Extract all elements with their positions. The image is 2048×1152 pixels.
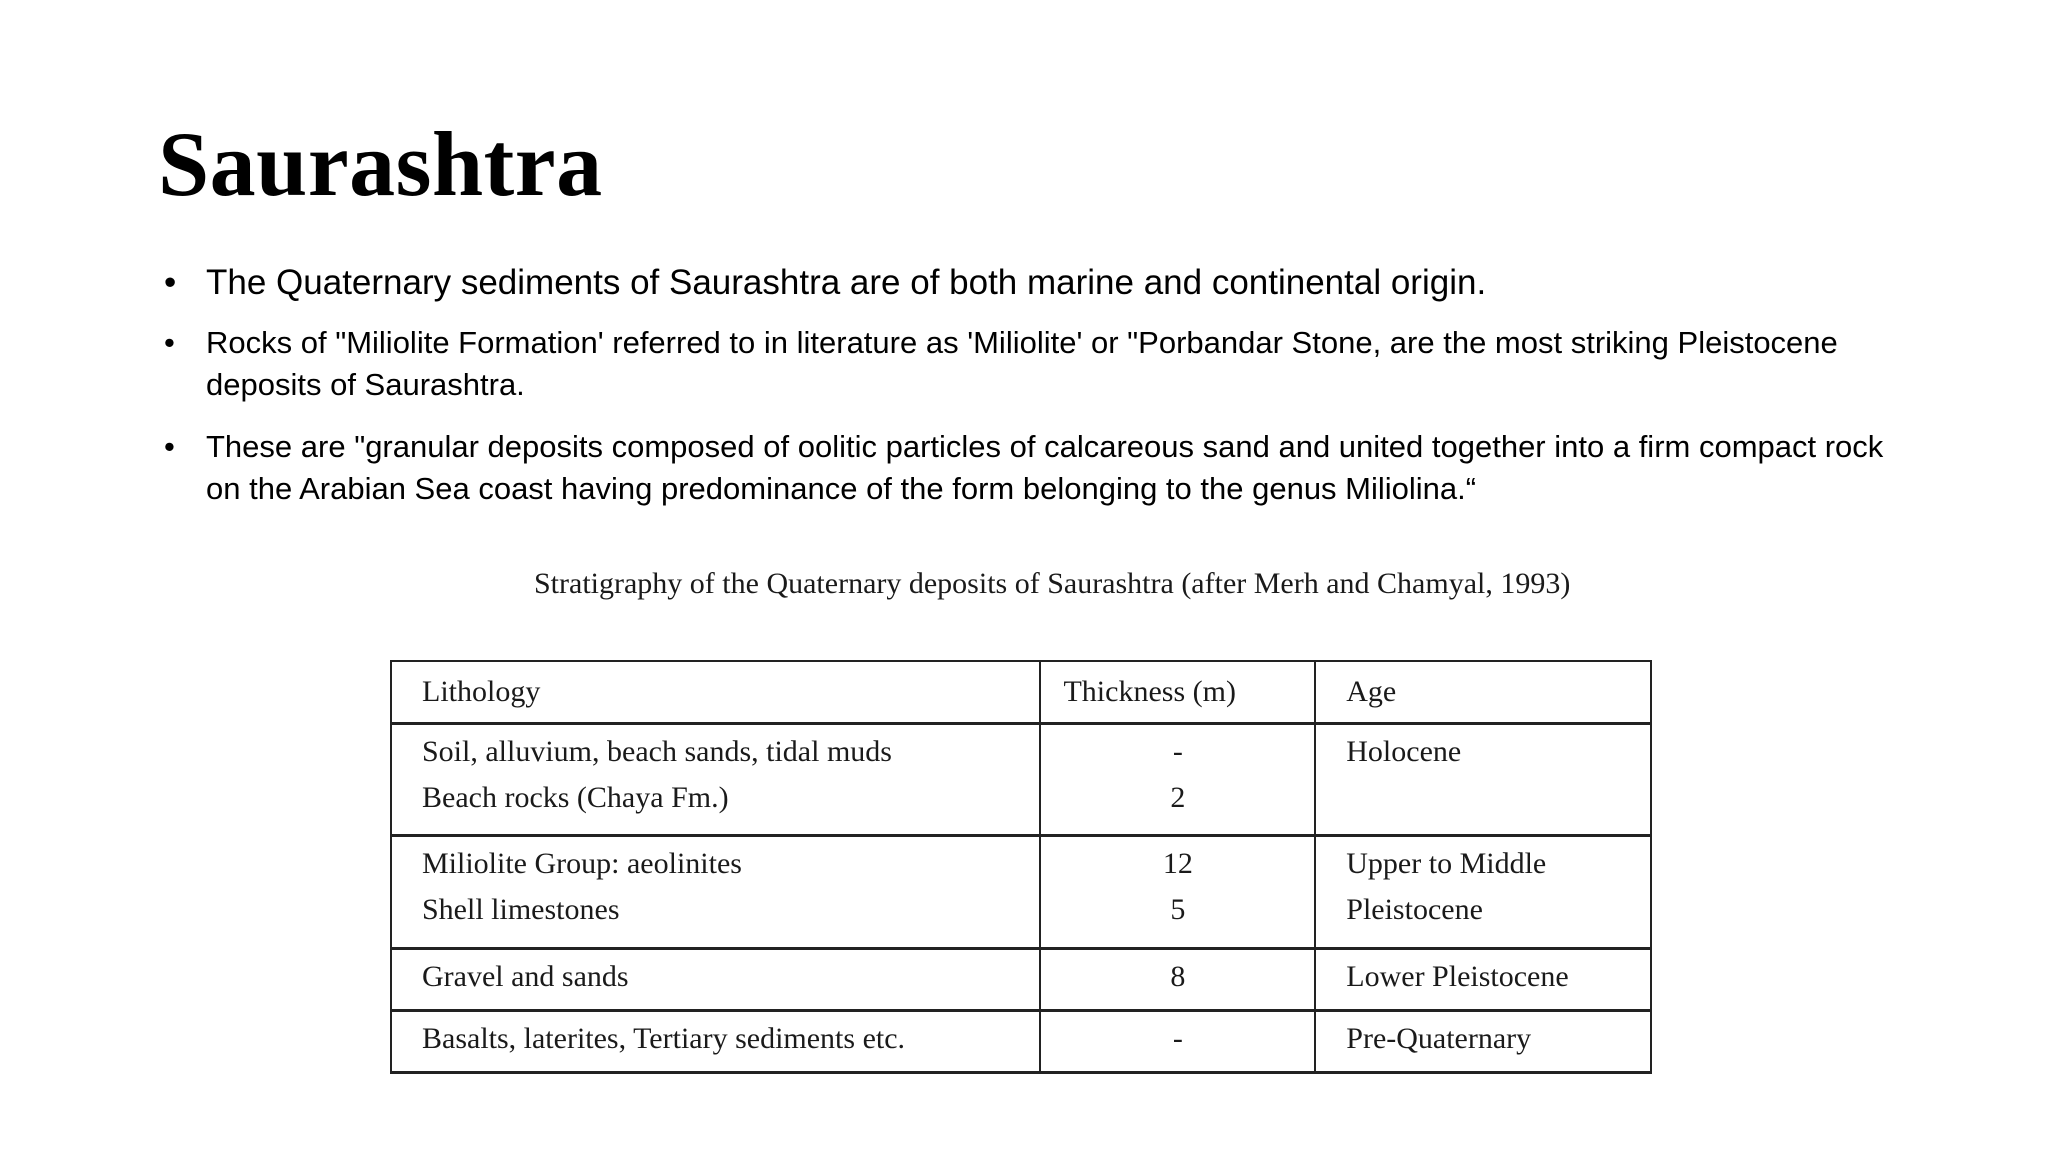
bullet-text: Rocks of "Miliolite Formation' referred to in literature as 'Miliolite' or "Porbandar Stone, are the most striking Pleistocene deposits of Saurashtra.	[206, 325, 1838, 402]
cell-age	[1315, 724, 1651, 836]
cell-line: Pre-Quaternary	[1346, 1021, 1532, 1055]
cell-line: Soil, alluvium, beach sands, tidal muds	[422, 735, 892, 768]
cell-line: 2	[1170, 781, 1186, 814]
cell-thickness	[1040, 1010, 1315, 1072]
cell-line: 12	[1162, 847, 1193, 881]
cell-lithology	[391, 836, 1040, 948]
cell-thickness	[1040, 724, 1315, 836]
cell-line: Gravel and sands	[422, 959, 629, 993]
cell-line: Beach rocks (Chaya Fm.)	[422, 781, 729, 814]
cell-line: Lower Pleistocene	[1346, 959, 1569, 993]
table-header-row	[391, 661, 1651, 724]
bullet-dot-icon: •	[164, 263, 177, 302]
cell-age	[1315, 1010, 1651, 1072]
cell-age	[1315, 836, 1651, 948]
figure-caption: Stratigraphy of the Quaternary deposits of Saurashtra (after Merh and Chamyal, 1993)	[534, 567, 1571, 600]
cell-lithology	[391, 1010, 1040, 1072]
header-lithology: Lithology	[391, 661, 1040, 724]
cell-thickness	[1040, 836, 1315, 948]
stratigraphy-figure	[390, 530, 1660, 1080]
cell-line: -	[1172, 1021, 1183, 1055]
header-age: Age	[1315, 661, 1651, 724]
bullet-dot-icon: •	[164, 325, 175, 360]
bullet-list	[160, 262, 1920, 510]
slide-title: Saurashtra	[158, 113, 603, 215]
header-thickness: Thickness (m)	[1040, 661, 1315, 724]
cell-thickness	[1040, 948, 1315, 1010]
stratigraphy-table	[390, 660, 1652, 1074]
cell-line: Basalts, laterites, Tertiary sediments etc.	[422, 1021, 906, 1055]
cell-line: Miliolite Group: aeolinites	[422, 847, 742, 881]
bullet-item	[160, 322, 1920, 406]
table-row	[391, 948, 1651, 1010]
cell-line: 5	[1170, 893, 1186, 927]
table-row	[391, 1010, 1651, 1072]
cell-lithology	[391, 948, 1040, 1010]
bullet-item	[160, 426, 1920, 510]
cell-age	[1315, 948, 1651, 1010]
bullet-dot-icon: •	[164, 429, 175, 464]
bullet-text: The Quaternary sediments of Saurashtra are of both marine and continental origin.	[206, 263, 1487, 302]
bullet-text: These are "granular deposits composed of oolitic particles of calcareous sand and united together into a firm compact rock on the Arabian Sea coast having predominance of the form belonging to the genus Miliolina.“	[206, 429, 1884, 506]
cell-line: Upper to Middle	[1346, 847, 1547, 881]
table-row	[391, 836, 1651, 948]
cell-line: Pleistocene	[1346, 893, 1483, 927]
bullet-item	[160, 262, 1920, 304]
table-row	[391, 724, 1651, 836]
cell-line: -	[1172, 735, 1183, 768]
cell-line: 8	[1170, 959, 1186, 993]
cell-lithology	[391, 724, 1040, 836]
cell-line: Shell limestones	[422, 893, 620, 927]
cell-line: Holocene	[1346, 735, 1462, 768]
